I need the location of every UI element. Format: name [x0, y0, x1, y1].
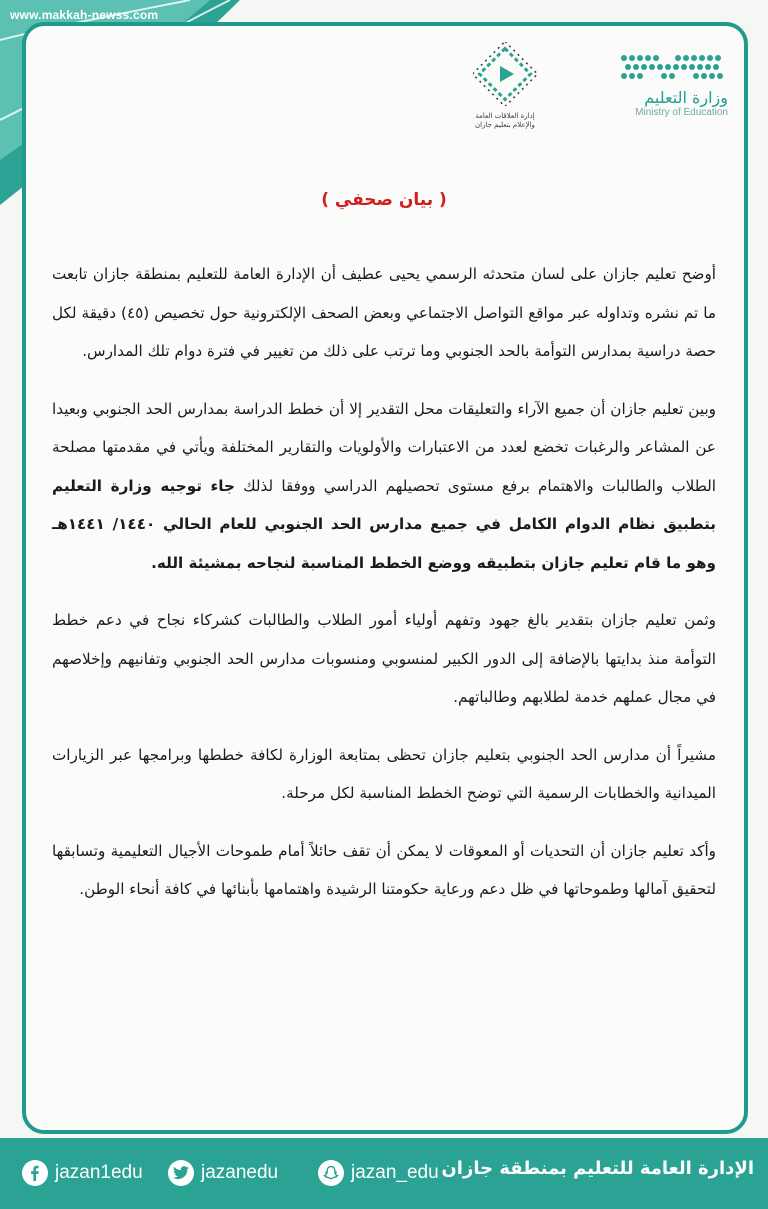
footer-organization-name: الإدارة العامة للتعليم بمنطقة جازان [441, 1158, 754, 1179]
twitter-handle: jazanedu [201, 1162, 279, 1183]
media-play-icon [473, 42, 537, 106]
ministry-dots-icon [618, 52, 728, 86]
facebook-icon [22, 1160, 48, 1186]
paragraph-1: أوضح تعليم جازان على لسان متحدثه الرسمي يحيى عطيف أن الإدارة العامة للتعليم بمنطقة جازان تابعت ما تم نشره وتداوله عبر مواقع التواصل الاجتماعي وبعض الصحف الإلكترونية حول تخصيص (٤٥) دقيقة لكل حصة دراسية بمدارس التوأمة بالحد الجنوبي وما ترتب على ذلك من تغيير في فترة دوام تلك المدارس. [52, 265, 716, 360]
twitter-link[interactable] [168, 1156, 278, 1190]
footer-bar [0, 1138, 768, 1209]
site-watermark: www.makkah-newss.com [10, 8, 159, 22]
facebook-link[interactable] [22, 1156, 143, 1190]
ministry-name-en: Ministry of Education [635, 107, 728, 118]
paragraph-3: وثمن تعليم جازان بتقدير بالغ جهود وتفهم أولياء أمور الطلاب والطالبات كشركاء نجاح في دعم خطط التوأمة منذ بدايتها بالإضافة إلى الدور الكبير لمنسوبي ومنسوبات مدارس الحد الجنوبي وتفانيهم وإخلاصهم في مجال عملهم خدمة لطلابهم وطالباتهم. [52, 611, 716, 706]
media-department-name: إدارة العلاقات العامة والإعلام بتعليم جازان [475, 112, 535, 129]
paragraph-5: وأكد تعليم جازان أن التحديات أو المعوقات لا يمكن أن تقف حائلاً أمام طموحات الأجيال التعليمية وتسابقها لتحقيق آمالها وطموحاتها في ظل دعم ورعاية حكومتنا الرشيدة واهتمامها بأبنائها في كافة أنحاء الوطن. [52, 841, 716, 898]
paragraph-4: مشيراً أن مدارس الحد الجنوبي بتعليم جازان تحظى بمتابعة الوزارة لكافة خططها وبرامجها عبر الزيارات الميدانية والخطابات الرسمية التي توضح الخطط المناسبة لكل مرحلة. [52, 745, 716, 802]
paragraph-2 [52, 390, 716, 583]
ministry-logo [578, 52, 728, 118]
press-release-heading: ( بيان صحفي ) [321, 190, 447, 210]
snapchat-link[interactable] [318, 1156, 439, 1190]
facebook-handle: jazan1edu [55, 1162, 143, 1183]
snapchat-handle: jazan_edu [351, 1162, 439, 1183]
twitter-icon [168, 1160, 194, 1186]
snapchat-icon [318, 1160, 344, 1186]
ministry-name-ar: وزارة التعليم [644, 88, 728, 107]
paragraph-2-text: وبين تعليم جازان أن جميع الآراء والتعليقات محل التقدير إلا أن خطط الدراسة بمدارس الحد الجنوبي وبعيدا عن المشاعر والرغبات تخضع لعدد من الاعتبارات والأولويات والتقارير المختلفة ويأتي في مقدمتها مصلحة الطلاب والطالبات والاهتمام برفع مستوى تحصيلهم الدراسي ووفقا لذلك [52, 399, 717, 495]
paragraph-2-bold: جاء توجيه وزارة التعليم بتطبيق نظام الدوام الكامل في جميع مدارس الحد الجنوبي للعام الحالي ١٤٤٠/ ١٤٤١هـ وهو ما قام تعليم جازان بتطبيقه ووضع الخطط المناسبة لنجاحه بمشيئة الله. [52, 476, 716, 572]
media-department-logo [466, 42, 544, 130]
statement-body [52, 255, 716, 928]
